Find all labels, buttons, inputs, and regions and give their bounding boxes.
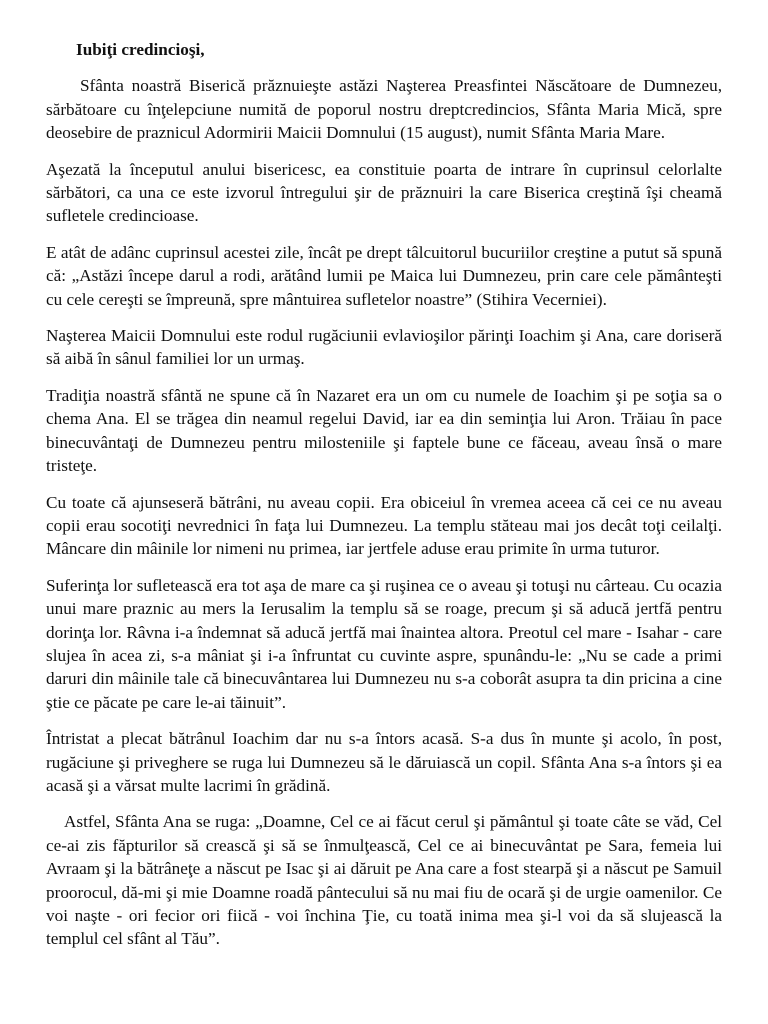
paragraph-8: Întristat a plecat bătrânul Ioachim dar nu s-a întors acasă. S-a dus în munte şi acolo, în post, rugăciune şi priveghere se ruga lui Dumnezeu să le dăruiască un copil. Sfânta Ana s-a întors şi ea acasă şi a vărsat multe lacrimi în grădină. (46, 729, 722, 795)
paragraph-7: Suferinţa lor sufletească era tot aşa de mare ca şi ruşinea ce o aveau şi totuşi nu cârteau. Cu ocazia unui mare praznic au mers la Ierusalim la templu să se roage, precum şi să aducă jertfă pentru dorinţa lor. Râvna i-a îndemnat să aducă jertfă mai înaintea altora. Preotul cel mare - Isahar - care slujea în acea zi, s-a mâniat şi i-a înfruntat cu cuvinte aspre, spunându-le: „Nu se cade a primi daruri din mâinile tale că binecuvântarea lui Dumnezeu nu s-a coborât asupra ta din pricina a cine ştie ce păcate pe care le-ai tăinuit”. (46, 575, 722, 712)
paragraph-4: Naşterea Maicii Domnului este rodul rugăciunii evlavioşilor părinţi Ioachim şi Ana, care doriseră să aibă în sânul familiei lor un urmaş. (46, 326, 722, 369)
paragraph-3: E atât de adânc cuprinsul acestei zile, încât pe drept tâlcuitorul bucuriilor creştine a putut să spună că: „Astăzi începe darul a rodi, arătând lumii pe Maica lui Dumnezeu, prin care cele pământeşti cu cele cereşti se împreună, spre mântuirea sufletelor noastre” (Stihira Vecerniei). (46, 242, 722, 309)
paragraph-9: Astfel, Sfânta Ana se ruga: „Doamne, Cel ce ai făcut cerul şi pământul şi toate câte se văd, Cel ce-ai zis făpturilor să crească şi să se înmulţească, Cel ce ai binecuvântat pe Sara, femeia lui Avraam şi la bătrâneţe a născut pe Isac şi ai dăruit pe Ana care a fost stearpă şi a născut pe Samuil proorocul, dă-mi şi mie Doamne roadă pântecului să nu mai fiu de ocară şi de urgie oamenilor. Ce voi naşte - ori fecior ori fiică - voi închina Ţie, cu toată inima mea şi-l voi da să slujească la templul cel sfânt al Tău”. (46, 812, 722, 949)
document-page (46, 38, 722, 964)
paragraph-1: Sfânta noastră Biserică prăznuieşte astăzi Naşterea Preasfintei Născătoare de Dumnezeu, sărbătoare cu înţelepciune numită de poporul nostru dreptcredincios, Sfânta Maria Mică, spre deosebire de praznicul Adormirii Maicii Domnului (15 august), numit Sfânta Maria Mare. (46, 76, 722, 143)
paragraph-6: Cu toate că ajunseseră bătrâni, nu aveau copii. Era obiceiul în vremea aceea că cei ce nu aveau copii erau socotiţi nevrednici în faţa lui Dumnezeu. La templu stăteau mai jos decât toţi ceilalţi. Mâncare din mâinile lor nimeni nu primea, iar jertfele aduse erau primite în urma tuturor. (46, 492, 722, 559)
greeting-heading: Iubiţi credincioşi, (76, 40, 205, 59)
paragraph-2: Aşezată la începutul anului bisericesc, ea constituie poarta de intrare în cuprinsul celorlalte sărbători, ca una ce este izvorul întregului şir de prăznuiri la care Biserica creştină îşi cheamă sufletele credincioase. (46, 159, 722, 226)
paragraph-5: Tradiţia noastră sfântă ne spune că în Nazaret era un om cu numele de Ioachim şi pe soţia sa o chema Ana. El se trăgea din neamul regelui David, iar ea din seminţia lui Aron. Trăiau în pace binecuvântaţi de Dumnezeu pentru milosteniile şi faptele bune ce făceau, aveau însă o mare tristeţe. (46, 385, 722, 476)
